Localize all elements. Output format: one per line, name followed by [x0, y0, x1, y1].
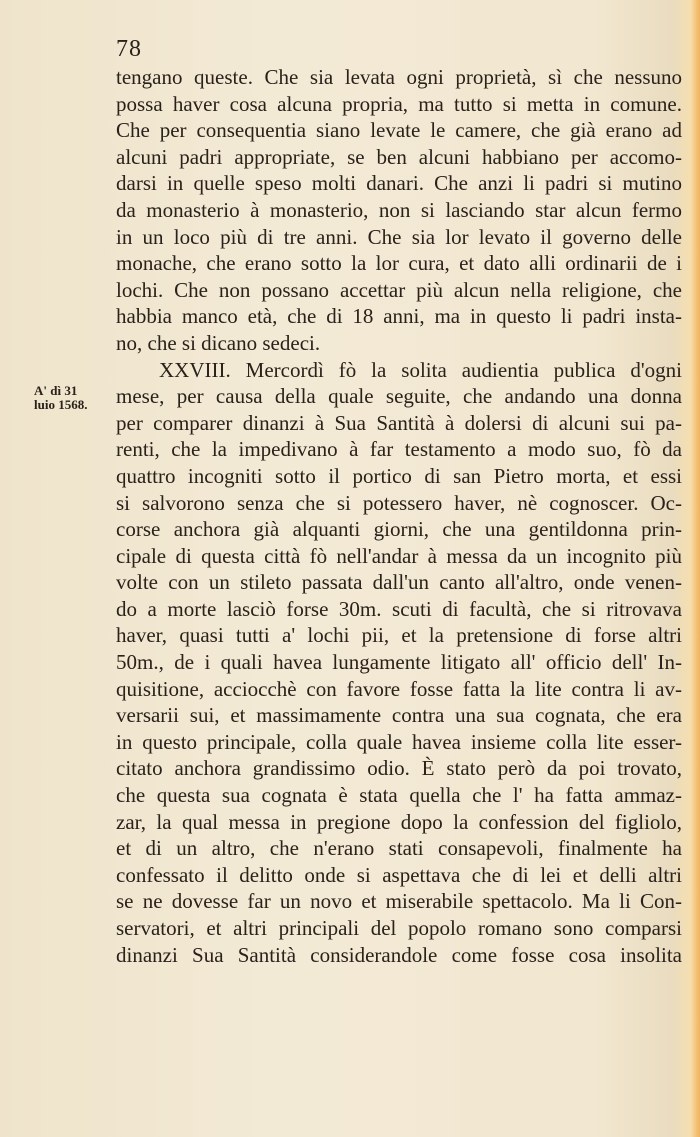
- text-line: in questo principale, colla quale havea insieme colla lite esser-: [116, 729, 682, 754]
- text-line: citato anchora grandissimo odio. È stato però da poi trovato,: [116, 756, 682, 781]
- text-line: renti, che la impedivano à far testamento a modo suo, fò da: [116, 437, 682, 462]
- text-line: alcuni padri appropriate, se ben alcuni habbiano per accomo-: [116, 144, 682, 169]
- text-line: dinanzi Sua Santità considerandole come fosse cosa insolita: [116, 942, 682, 967]
- text-line: in un loco più di tre anni. Che sia lor levato il governo delle: [116, 224, 682, 249]
- text-line: zar, la qual messa in pregione dopo la confession del figliolo,: [116, 809, 682, 834]
- text-line: lochi. Che non possano accettar più alcun nella religione, che: [116, 277, 682, 302]
- text-line: haver, quasi tutti a' lochi pii, et la pretensione di forse altri: [116, 623, 682, 648]
- text-line: possa haver cosa alcuna propria, ma tutto si metta in comune.: [116, 91, 682, 116]
- text-line: quattro incogniti sotto il portico di san Pietro morta, et essi: [116, 463, 682, 488]
- page-edge-shadow: [690, 0, 700, 1137]
- body-text: [116, 64, 682, 968]
- text-line: habbia manco età, che di 18 anni, ma in questo li padri insta-: [116, 304, 682, 329]
- text-line: 50m., de i quali havea lungamente litigato all' officio dell' In-: [116, 650, 682, 675]
- text-line: mese, per causa della quale seguite, che andando una donna: [116, 384, 682, 409]
- text-line: corse anchora già alquanti giorni, che una gentildonna prin-: [116, 517, 682, 542]
- text-line: servatori, et altri principali del popolo romano sono comparsi: [116, 916, 682, 940]
- text-line: volte con un stileto passata dall'un canto all'altro, onde venen-: [116, 570, 682, 595]
- section-heading-line: XXVIII. Mercordì fò la solita audientia publica d'ogni: [159, 357, 682, 382]
- text-line: confessato il delitto onde si aspettava che di lei et delli altri: [116, 862, 682, 887]
- text-line: Che per consequentia siano levate le camere, che già erano ad: [116, 118, 682, 143]
- text-line: per comparer dinanzi à Sua Santità à dolersi di alcuni sui pa-: [116, 410, 682, 435]
- text-line: darsi in quelle speso molti danari. Che anzi li padri si mutino: [116, 171, 682, 196]
- text-line: si salvorono senza che si potessero haver, nè cognoscer. Oc-: [116, 490, 682, 515]
- page-number: 78: [116, 36, 142, 62]
- text-line: monache, che erano sotto la lor cura, et dato alli ordinarii de i: [116, 251, 682, 276]
- text-line: no, che si dicano sedeci.: [116, 330, 321, 355]
- text-line: cipale di questa città fò nell'andar à messa da un incognito più: [116, 543, 682, 568]
- margin-note-line-2: luio 1568.: [34, 397, 88, 412]
- text-line: da monasterio à monasterio, non si lasciando star alcun fermo: [116, 197, 682, 222]
- margin-date-note: [34, 384, 87, 412]
- text-line: tengano queste. Che sia levata ogni proprietà, sì che nessuno: [116, 65, 682, 89]
- text-line: et di un altro, che n'erano stati consapevoli, finalmente ha: [116, 836, 682, 861]
- text-line: versarii sui, et massimamente contra una sua cognata, che era: [116, 703, 682, 728]
- text-line: che questa sua cognata è stata quella che l' ha fatta ammaz-: [116, 783, 682, 808]
- text-line: do a morte lasciò forse 30m. scuti di facultà, che si ritrovava: [116, 596, 682, 621]
- text-line: quisitione, acciocchè con favore fosse fatta la lite contra li av-: [116, 676, 682, 701]
- text-line: se ne dovesse far un novo et miserabile spettacolo. Ma li Con-: [116, 889, 682, 914]
- margin-note-line-1: A' dì 31: [34, 383, 78, 398]
